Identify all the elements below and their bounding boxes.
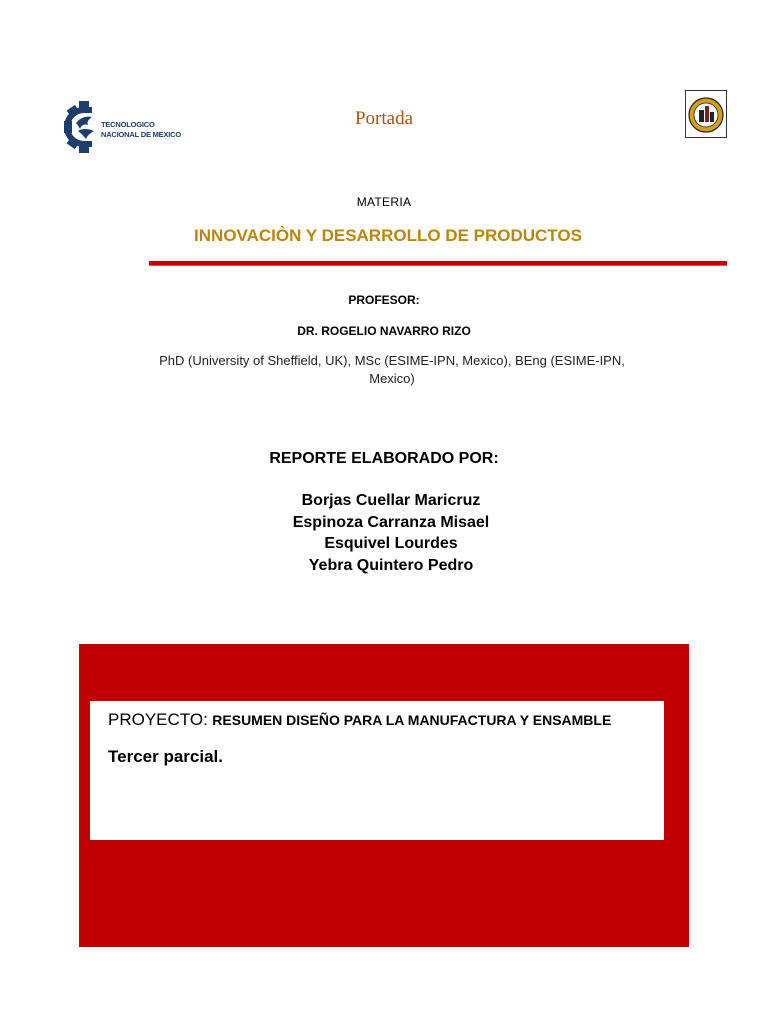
report-authors-label: REPORTE ELABORADO POR: [269,450,499,467]
professor-name: DR. ROGELIO NAVARRO RIZO [297,324,471,338]
term-label: Tercer parcial. [108,747,223,766]
project-label: PROYECTO: [108,710,208,729]
subject-title: INNOVACIÒN Y DESARROLLO DE PRODUCTOS [194,226,582,245]
project-panel [79,644,689,947]
credentials-line: Mexico) [369,371,415,386]
project-box [90,701,664,840]
professor-credentials [130,352,654,388]
author-list [0,490,768,576]
author-name: Yebra Quintero Pedro [308,556,474,574]
credentials-line: PhD (University of Sheffield, UK), MSc (ESIME-IPN, Mexico), BEng (ESIME-IPN, [159,353,625,368]
institution-name: TECNOLOGICO NACIONAL DE MEXICO [101,120,182,139]
seal-logo [685,90,727,138]
section-divider [149,261,727,265]
project-heading [108,710,611,730]
author-name: Esquivel Lourdes [324,535,458,552]
page-title: Portada [354,108,414,129]
institute-seal-icon [685,90,727,138]
author-name: Borjas Cuellar Maricruz [301,492,481,509]
author-name: Espinoza Carranza Misael [292,513,490,531]
subject-label: MATERIA [356,195,412,209]
project-title: RESUMEN DISEÑO PARA LA MANUFACTURA Y ENSAMBLE [212,712,612,728]
professor-label: PROFESOR: [348,293,420,307]
